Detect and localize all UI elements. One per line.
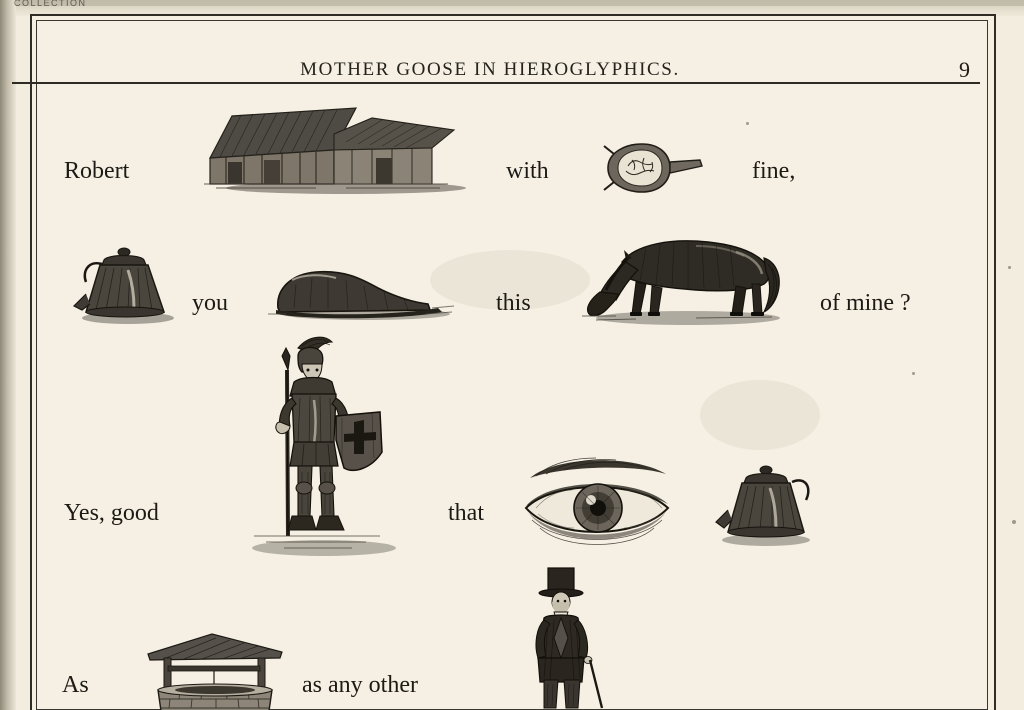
eye-picture bbox=[516, 450, 676, 564]
kettle-picture-2 bbox=[708, 452, 818, 550]
rebus-word-fine: fine, bbox=[752, 158, 796, 184]
header-rule bbox=[12, 82, 980, 84]
barn-picture bbox=[196, 100, 476, 195]
rebus-word-of-mine: of mine ? bbox=[820, 290, 911, 316]
page-title: MOTHER GOOSE IN HIEROGLYPHICS. bbox=[300, 59, 680, 80]
kettle-picture bbox=[72, 238, 182, 328]
rebus-word-as-any-other: as any other bbox=[302, 672, 418, 698]
bellows-picture bbox=[598, 140, 708, 196]
paper-speck bbox=[1012, 520, 1016, 524]
horse-picture bbox=[576, 218, 796, 328]
paper-speck bbox=[912, 372, 915, 375]
rebus-word-robert: Robert bbox=[64, 158, 130, 184]
page-number: 9 bbox=[959, 57, 970, 82]
page-header bbox=[40, 24, 982, 80]
rebus-word-yes-good: Yes, good bbox=[64, 500, 159, 526]
scan-top-dark-strip bbox=[0, 0, 1024, 6]
rebus-word-with: with bbox=[506, 158, 549, 184]
rebus-word-that: that bbox=[448, 500, 484, 526]
scan-right-gutter bbox=[1002, 0, 1024, 710]
rebus-word-as: As bbox=[62, 672, 89, 698]
gentleman-picture bbox=[510, 562, 630, 710]
paper-speck bbox=[1008, 266, 1011, 269]
rebus-word-this: this bbox=[496, 290, 531, 316]
paper-speck bbox=[746, 122, 749, 125]
scan-left-gutter bbox=[0, 0, 16, 710]
well-picture bbox=[140, 628, 290, 710]
library-stamp: COLLECTION bbox=[14, 0, 87, 8]
knight-picture bbox=[232, 330, 407, 560]
shoe-picture bbox=[266, 262, 456, 322]
rebus-word-you: you bbox=[192, 290, 228, 316]
